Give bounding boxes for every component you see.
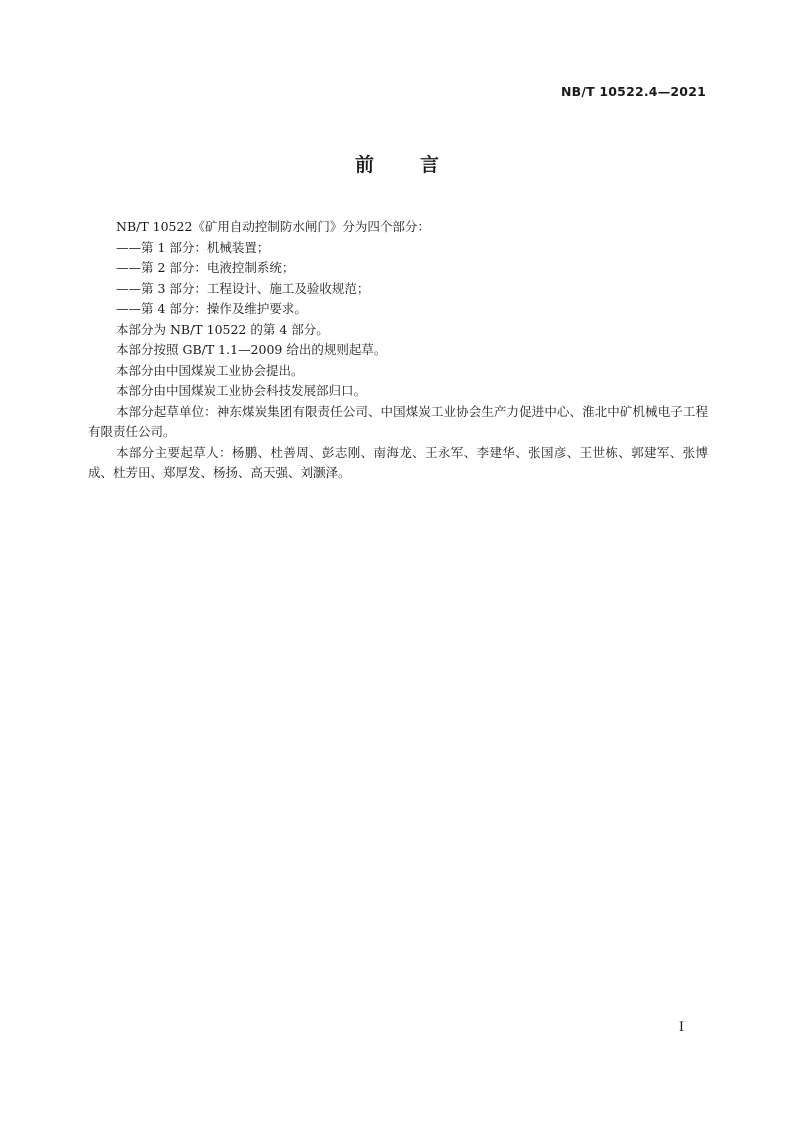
paragraph-centralized-unit: 本部分由中国煤炭工业协会科技发展部归口。 [116,383,367,398]
list-item-part-1: ——第 1 部分：机械装置； [116,239,270,255]
paragraph-proposer: 本部分由中国煤炭工业协会提出。 [116,362,304,378]
paragraph-parts-intro: NB/T 10522《矿用自动控制防水闸门》分为四个部分： [116,219,430,234]
page-title: 前言 [354,154,485,176]
foreword-body [88,217,708,484]
list-item-part-2: ——第 2 部分：电液控制系统； [116,260,295,275]
list-item-part-4: ——第 4 部分：操作及维护要求。 [116,301,307,316]
paragraph-drafters: 本部分主要起草人：杨鹏、杜善周、彭志刚、南海龙、王永军、李建华、张国彦、王世栋、郭建军、张博成、杜芳田、郑厚发、杨扬、高天强、刘灏泽。 [88,444,708,480]
standard-code: NB/T 10522.4—2021 [560,84,706,99]
page-number: I [678,1020,684,1035]
list-item-part-3: ——第 3 部分：工程设计、施工及验收规范； [116,280,370,296]
paragraph-drafting-organizations: 本部分起草单位：神东煤炭集团有限责任公司、中国煤炭工业协会生产力促进中心、淮北中矿机械电子工程有限责任公司。 [88,403,708,439]
paragraph-drafting-rules: 本部分按照 GB/T 1.1—2009 给出的规则起草。 [116,342,387,357]
paragraph-part-statement: 本部分为 NB/T 10522 的第 4 部分。 [116,321,329,337]
